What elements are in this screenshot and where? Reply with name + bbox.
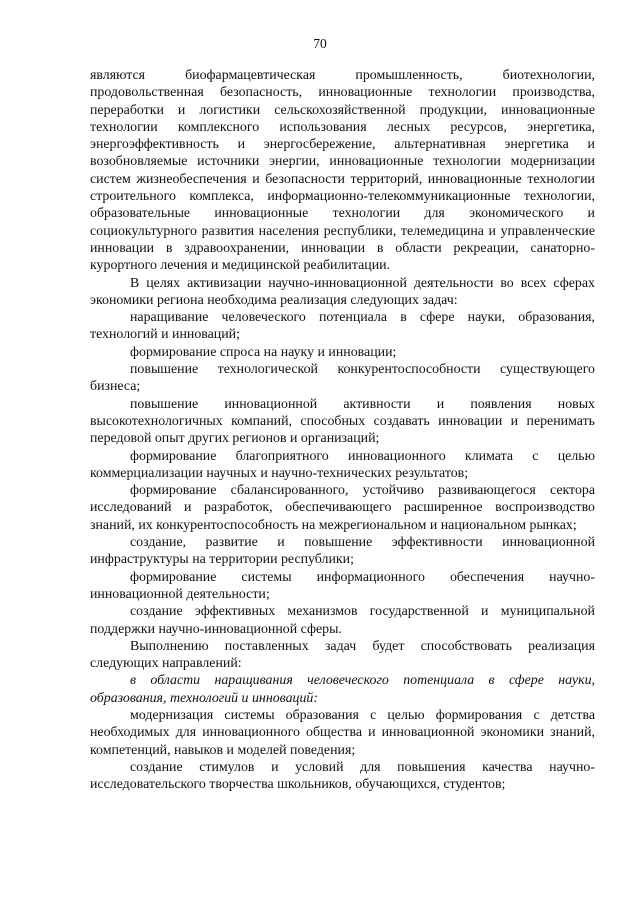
paragraph: модернизация системы образования с целью формирования с детства необходимых для инновационного общества и инновационной экономики знаний, компетенций, навыков и моделей поведения;: [90, 707, 595, 758]
paragraph: повышение инновационной активности и появления новых высокотехнологичных компаний, способных создавать инновации и перенимать передовой опыт других регионов и организаций;: [90, 396, 595, 447]
paragraph: формирование системы информационного обеспечения научно-инновационной деятельности;: [90, 569, 595, 602]
paragraph: Выполнению поставленных задач будет способствовать реализация следующих направлений:: [90, 638, 595, 672]
document-body: [90, 67, 595, 793]
paragraph: повышение технологической конкурентоспособности существующего бизнеса;: [90, 362, 595, 395]
paragraph: создание, развитие и повышение эффективности инновационной инфраструктуры на территории республики;: [90, 535, 595, 568]
paragraph: формирование сбалансированного, устойчиво развивающегося сектора исследований и разработок, обеспечивающего расширенное воспроизводство знаний, их конкурентоспособность на межрегиональном и национальном рынках;: [90, 483, 595, 533]
paragraph: являются биофармацевтическая промышленность, биотехнологии, продовольственная безопасность, инновационные технологии производства, переработки и логистики сельскохозяйственной продукции, инновационные технологии комплексного использования лесных ресурсов, энергетика, энергоэффективность и энергосбережение, альтернативная энергетика и возобновляемые источники энергии, инновационные технологии модернизации систем жизнеобеспечения и безопасности территорий, инновационные технологии строительного комплекса, информационно-телекоммуникационные технологии, образовательные инновационные технологии для экономического и социокультурного развития населения республики, телемедицина и управленческие инновации в здравоохранении, инновации в области рекреации, санаторно-курортного лечения и медицинской реабилитации.: [90, 68, 595, 274]
paragraph: создание эффективных механизмов государственной и муниципальной поддержки научно-инновационной сферы.: [90, 604, 595, 637]
paragraph: наращивание человеческого потенциала в сфере науки, образования, технологий и инноваций;: [90, 310, 595, 343]
paragraph: формирование благоприятного инновационного климата с целью коммерциализации научных и научно-технических результатов;: [90, 448, 595, 481]
page-number: 70: [313, 36, 327, 51]
paragraph: создание стимулов и условий для повышения качества научно-исследовательского творчества школьников, обучающихся, студентов;: [90, 759, 595, 793]
paragraph: формирование спроса на науку и инновации;: [130, 344, 397, 360]
paragraph: в области наращивания человеческого потенциала в сфере науки, образования, технологий и инноваций:: [90, 673, 595, 706]
paragraph: В целях активизации научно-инновационной деятельности во всех сферах экономики региона необходима реализация следующих задач:: [90, 275, 595, 308]
